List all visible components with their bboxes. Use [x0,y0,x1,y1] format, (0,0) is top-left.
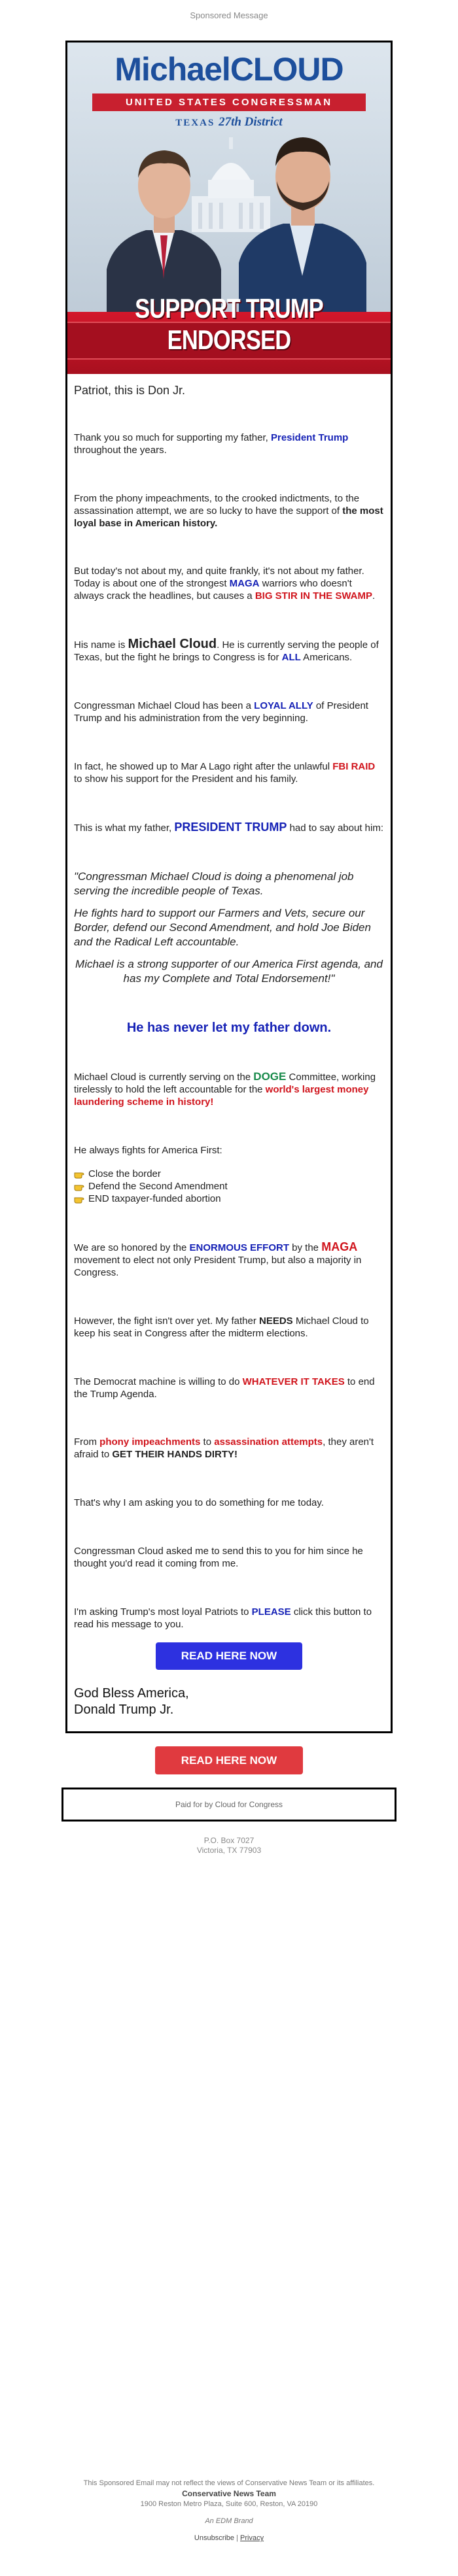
congressman-bar: UNITED STATES CONGRESSMAN [92,93,366,111]
pointing-hand-icon [74,1170,86,1179]
trump-quote-3: Michael is a strong supporter of our America First agenda, and has my Complete and Total Endorsement!" [75,958,383,985]
list-item: Defend the Second Amendment [74,1180,384,1193]
list-item: END taxpayer-funded abortion [74,1193,384,1205]
footer-disclaimer: This Sponsored Email may not reflect the views of Conservative News Team or its affiliates. [83,2479,375,2487]
support-trump-endorsed-banner: SUPPORT TRUMP ENDORSED [135,293,323,355]
paragraph: Thank you so much for supporting my father, President Trump throughout the years. [74,432,349,456]
paragraph: From the phony impeachments, to the crooked indictments, to the assassination attempt, we are so lucky to have the support of the most loyal base in American history. [74,493,383,529]
letter-body [67,374,391,1731]
paragraph: His name is Michael Cloud. He is currently serving the people of Texas, but the fight he brings to Congress is for ALL Americans. [74,637,379,663]
paid-for-disclaimer: Paid for by Cloud for Congress [62,1788,396,1822]
pointing-hand-icon [74,1195,86,1204]
read-here-now-button-secondary[interactable]: READ HERE NOW [155,1746,303,1774]
paragraph: This is what my father, PRESIDENT TRUMP had to say about him: [74,821,383,834]
footer-address: 1900 Reston Metro Plaza, Suite 600, Reston, VA 20190 [140,2500,318,2508]
paragraph: Congressman Michael Cloud has been a LOYAL ALLY of President Trump and his administration from the very beginning. [74,700,368,724]
paragraph: He always fights for America First: [74,1145,222,1156]
candidate-logo: MichaelCLOUD [114,51,344,88]
read-here-now-button[interactable]: READ HERE NOW [156,1642,302,1670]
paragraph: Congressman Cloud asked me to send this to you for him since he thought you'd read it coming from me. [74,1546,363,1569]
paragraph: Michael Cloud is currently serving on the DOGE Committee, working tirelessly to hold the left accountable for the world's largest money laundering scheme in history! [74,1070,376,1108]
hero-banner-image[interactable] [67,42,391,374]
paragraph: But today's not about my, and quite frankly, it's not about my father. Today is about one of the strongest MAGA warriors who doesn't always crack the headlines, but causes a BIG STIR IN THE SWAMP. [74,566,376,602]
sign-off: God Bless America, [74,1686,189,1701]
footer-links: Unsubscribe | Privacy [194,2534,264,2542]
never-let-down-headline: He has never let my father down. [126,1021,332,1035]
trump-quote-1: "Congressman Michael Cloud is doing a phenomenal job serving the incredible people of Texas. [74,870,354,897]
paragraph: We are so honored by the ENORMOUS EFFORT by the MAGA movement to elect not only President Trump, but also a majority in Congress. [74,1240,362,1278]
pointing-hand-icon [74,1182,86,1191]
michael-cloud-portrait [107,132,221,315]
unsubscribe-link[interactable]: Unsubscribe [194,2534,235,2542]
paragraph: From phony impeachments to assassination attempts, they aren't afraid to GET THEIR HANDS DIRTY! [74,1436,374,1460]
footer [0,2478,458,2543]
paragraph: In fact, he showed up to Mar A Lago right after the unlawful FBI RAID to show his support for the President and his family. [74,761,376,785]
list-item: Close the border [74,1168,384,1180]
paragraph: The Democrat machine is willing to do WHATEVER IT TAKES to end the Trump Agenda. [74,1376,375,1400]
footer-edm: An EDM Brand [205,2517,253,2525]
sponsored-label: Sponsored Message [190,10,268,20]
po-address: P.O. Box 7027 Victoria, TX 77903 [196,1836,262,1855]
paragraph: I'm asking Trump's most loyal Patriots to PLEASE click this button to read his message to you. [74,1606,372,1630]
district-label: TEXAS 27th District [175,115,283,129]
signature-name: Donald Trump Jr. [74,1703,174,1717]
don-jr-portrait [239,119,366,315]
privacy-link[interactable]: Privacy [240,2534,264,2542]
email-card [65,41,393,1733]
greeting: Patriot, this is Don Jr. [74,384,186,397]
paragraph: However, the fight isn't over yet. My father NEEDS Michael Cloud to keep his seat in Congress after the midterm elections. [74,1315,369,1339]
trump-quote-2: He fights hard to support our Farmers and Vets, secure our Border, defend our Second Amendment, and hold Joe Biden and the Radical Left accountable. [74,907,371,948]
footer-brand: Conservative News Team [182,2489,276,2498]
paragraph: That's why I am asking you to do something for me today. [74,1497,324,1508]
